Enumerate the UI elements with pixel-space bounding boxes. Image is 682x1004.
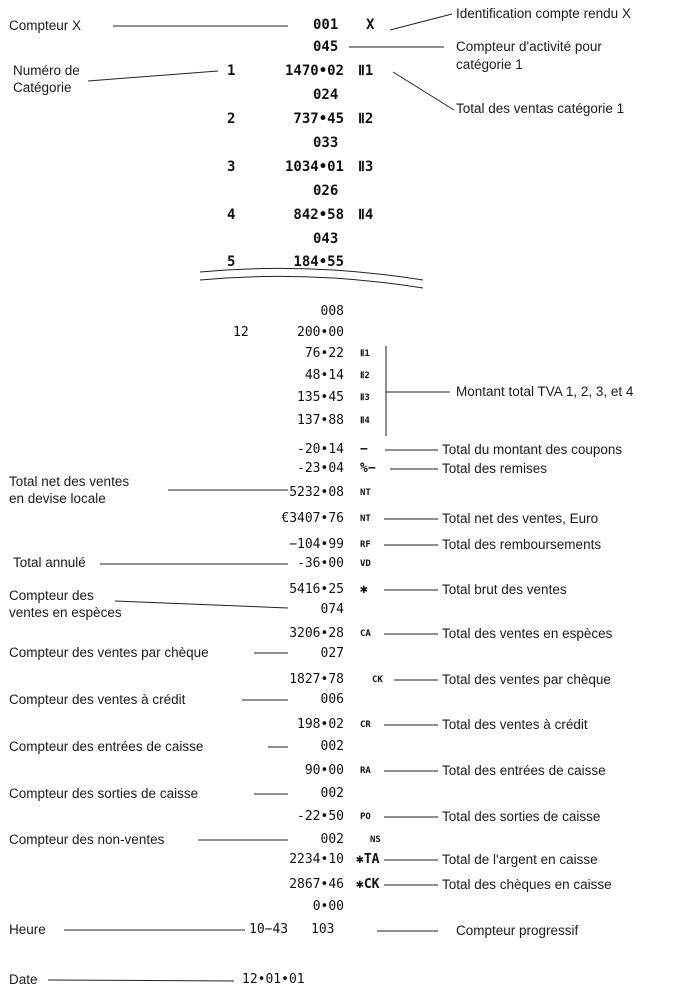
receipt-cat1-total: 1470•02 <box>284 63 344 79</box>
receipt-especes-sym: CA <box>360 629 371 639</box>
receipt-x-counter: 001 <box>313 17 339 33</box>
leader-compteur-especes <box>115 601 288 608</box>
label-compteur-progressif: Compteur progressif <box>456 923 579 938</box>
receipt-tva3: 135•45 <box>297 390 344 405</box>
receipt-cat5-total: 184•55 <box>293 254 344 270</box>
receipt-sorties-total: -22•50 <box>297 809 344 824</box>
label-compteur-x: Compteur X <box>9 18 82 33</box>
receipt-coupons-sym: − <box>360 442 368 457</box>
label-compteur-activite-line1: Compteur d'activité pour <box>456 39 602 54</box>
receipt-cat12-total: 200•00 <box>297 325 344 340</box>
receipt-net-local-sym: NT <box>360 488 371 498</box>
receipt-cat4-count: 026 <box>313 183 339 199</box>
label-compteur-cheque: Compteur des ventes par chèque <box>9 645 209 660</box>
receipt-tva3-sym: Ⅱ3 <box>360 393 370 403</box>
label-compteur-credit: Compteur des ventes à crédit <box>9 692 186 707</box>
receipt-credit-total: 198•02 <box>297 717 344 732</box>
label-total-entrees: Total des entrées de caisse <box>442 763 606 778</box>
receipt-entrees-sym: RA <box>360 766 371 776</box>
receipt-cat3-count: 033 <box>313 135 339 151</box>
label-compteur-sorties: Compteur des sorties de caisse <box>9 786 199 801</box>
label-heure: Heure <box>9 922 46 937</box>
receipt-cat2-count: 024 <box>313 87 339 103</box>
label-total-remises: Total des remises <box>442 461 548 476</box>
label-montant-tva: Montant total TVA 1, 2, 3, et 4 <box>456 384 634 399</box>
receipt-net-euro-sym: NT <box>360 514 371 524</box>
label-cheques-caisse: Total des chèques en caisse <box>442 877 612 892</box>
label-total-especes: Total des ventes en espèces <box>442 626 613 641</box>
receipt-annule-sym: VD <box>360 559 371 569</box>
receipt-non-ventes-count: 002 <box>320 832 344 847</box>
label-total-remboursements: Total des remboursements <box>442 537 602 552</box>
receipt-cat2-total: 737•45 <box>293 111 344 127</box>
receipt-cat1-num: 1 <box>227 63 236 79</box>
tear-line-lower <box>200 276 423 288</box>
receipt-cheques-caisse-sym: ✱CK <box>356 877 380 892</box>
receipt-cat4-num: 4 <box>227 207 236 223</box>
receipt-credit-sym: CR <box>360 720 371 730</box>
receipt-x-mark: X <box>366 17 375 33</box>
label-compteur-non-ventes: Compteur des non-ventes <box>9 832 165 847</box>
receipt-zero: 0•00 <box>312 899 344 914</box>
receipt-especes-count: 074 <box>320 602 344 617</box>
label-identification-x: Identification compte rendu X <box>456 6 631 21</box>
receipt-entrees-count: 002 <box>320 739 344 754</box>
receipt-cat4-total: 842•58 <box>293 207 344 223</box>
receipt-cheque-count: 027 <box>320 646 344 661</box>
leader-identification-x <box>390 14 452 30</box>
receipt-cheque-total: 1827•78 <box>289 672 344 687</box>
tear-line-upper <box>200 268 423 280</box>
leader-total-cat-1 <box>393 72 454 110</box>
label-argent-caisse: Total de l'argent en caisse <box>442 852 598 867</box>
receipt-cat1-count: 045 <box>313 39 339 55</box>
label-date: Date <box>9 972 38 987</box>
receipt-cat5-count: 043 <box>313 231 339 247</box>
label-total-brut: Total brut des ventes <box>442 582 567 597</box>
label-compteur-entrees: Compteur des entrées de caisse <box>9 739 204 754</box>
label-total-annule: Total annulé <box>13 555 86 570</box>
receipt-cat2-sym: Ⅱ2 <box>358 111 374 127</box>
label-total-sorties: Total des sorties de caisse <box>442 809 601 824</box>
receipt-remises-sym: %− <box>360 461 376 476</box>
receipt-argent-caisse: 2234•10 <box>289 852 344 867</box>
receipt-cat2-num: 2 <box>227 111 236 127</box>
receipt-cat12-count: 008 <box>320 304 344 319</box>
leader-numero-categorie <box>88 71 218 81</box>
receipt-tva2-sym: Ⅱ2 <box>360 371 370 381</box>
receipt-remises: -23•04 <box>297 461 344 476</box>
receipt-entrees-total: 90•00 <box>304 763 344 778</box>
receipt-non-ventes-sym: NS <box>370 835 381 845</box>
leader-date <box>48 980 234 981</box>
receipt-remboursements: −104•99 <box>289 537 344 552</box>
receipt-cat3-num: 3 <box>227 159 236 175</box>
label-total-net-euro: Total net des ventes, Euro <box>442 511 599 526</box>
receipt-tva4: 137•88 <box>297 413 344 428</box>
receipt-coupons: -20•14 <box>297 442 344 457</box>
receipt-cat5-num: 5 <box>227 254 236 270</box>
receipt-compteur-progressif: 103 <box>311 922 335 937</box>
receipt-cat1-sym: Ⅱ1 <box>358 63 374 79</box>
receipt-tva1-sym: Ⅱ1 <box>360 349 370 359</box>
receipt-remboursements-sym: RF <box>360 540 371 550</box>
label-total-cheque: Total des ventes par chèque <box>442 672 611 687</box>
receipt-tva4-sym: Ⅱ4 <box>360 416 370 426</box>
receipt-sorties-sym: PO <box>360 812 371 822</box>
receipt-credit-count: 006 <box>320 692 344 707</box>
receipt-net-euro: €3407•76 <box>281 511 344 526</box>
receipt-date: 12•01•01 <box>242 972 305 987</box>
receipt-sorties-count: 002 <box>320 786 344 801</box>
receipt-annule: -36•00 <box>297 556 344 571</box>
receipt-argent-caisse-sym: ✱TA <box>356 852 380 867</box>
receipt-cat4-sym: Ⅱ4 <box>358 207 374 223</box>
receipt-heure: 10−43 <box>249 922 289 937</box>
receipt-cat3-total: 1034•01 <box>284 159 344 175</box>
receipt-tva1: 76•22 <box>304 346 344 361</box>
receipt-cat3-sym: Ⅱ3 <box>358 159 374 175</box>
label-numero-categorie-line1: Numéro de <box>13 63 80 78</box>
label-numero-categorie-line2: Catégorie <box>13 80 72 95</box>
label-total-credit: Total des ventes à crédit <box>442 717 588 732</box>
receipt-cat12-num: 12 <box>233 325 249 340</box>
label-total-net-local-line2: en devise locale <box>9 491 106 506</box>
label-total-cat-1: Total des ventas catégorie 1 <box>456 101 625 116</box>
label-compteur-especes-line2: ventes en espèces <box>9 605 122 620</box>
receipt-tva2: 48•14 <box>304 368 344 383</box>
receipt-brut: 5416•25 <box>289 582 344 597</box>
receipt-brut-sym: ✱ <box>360 582 368 597</box>
receipt-especes-total: 3206•28 <box>289 626 344 641</box>
label-compteur-activite-line2: catégorie 1 <box>456 57 523 72</box>
receipt-cheque-sym: CK <box>372 675 383 685</box>
label-total-net-local-line1: Total net des ventes <box>9 474 130 489</box>
label-total-coupons: Total du montant des coupons <box>442 442 623 457</box>
label-compteur-especes-line1: Compteur des <box>9 588 94 603</box>
receipt-net-local: 5232•08 <box>289 485 344 500</box>
receipt-cheques-caisse: 2867•46 <box>289 877 344 892</box>
